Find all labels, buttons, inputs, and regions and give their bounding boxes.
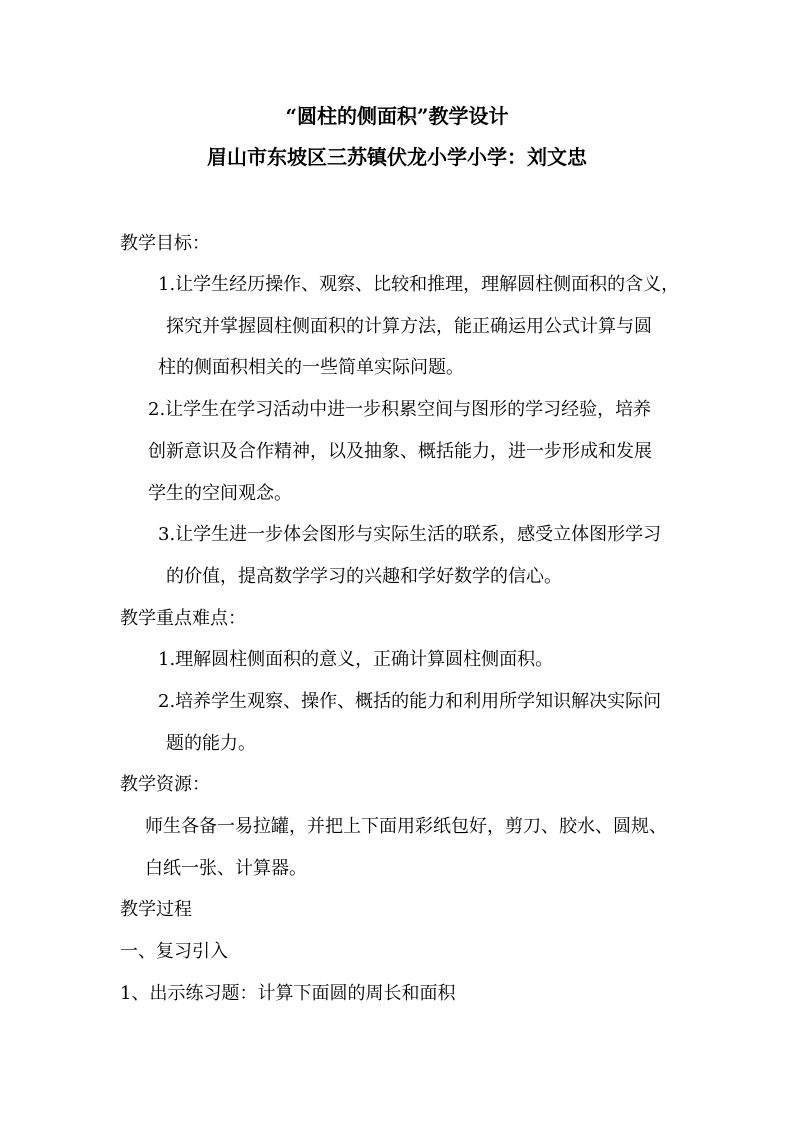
- document-title: “圆柱的侧面积”教学设计: [285, 104, 509, 128]
- process-heading: 教学过程: [120, 899, 192, 920]
- objective-3-line-2: 的价值，提高数学学习的兴趣和学好数学的信心。: [166, 566, 562, 587]
- objective-2-line-1: 2.让学生在学习活动中进一步积累空间与图形的学习经验，培养: [148, 399, 652, 420]
- process-item-1: 1、出示练习题：计算下面圆的周长和面积: [120, 983, 456, 1004]
- key-point-2-line-1: 2.培养学生观察、操作、概括的能力和利用所学知识解决实际问: [158, 691, 662, 712]
- objective-3-line-1: 3.让学生进一步体会图形与实际生活的联系，感受立体图形学习: [158, 524, 662, 545]
- resources-line-2: 白纸一张、计算器。: [145, 858, 307, 879]
- objectives-heading: 教学目标：: [120, 233, 210, 254]
- objective-2-line-3: 学生的空间观念。: [148, 483, 292, 504]
- process-step-1: 一、复习引入: [120, 941, 228, 962]
- objective-2-line-2: 创新意识及合作精神，以及抽象、概括能力，进一步形成和发展: [148, 441, 652, 462]
- resources-line-1: 师生各备一易拉罐，并把上下面用彩纸包好，剪刀、胶水、圆规、: [145, 816, 667, 837]
- author-line: 眉山市东坡区三苏镇伏龙小学小学：刘文忠: [207, 145, 587, 169]
- objective-1-line-1: 1.让学生经历操作、观察、比较和推理，理解圆柱侧面积的含义，: [158, 274, 680, 295]
- key-point-2-line-2: 题的能力。: [166, 733, 256, 754]
- key-point-1: 1.理解圆柱侧面积的意义，正确计算圆柱侧面积。: [158, 649, 554, 670]
- objective-1-line-2: 探究并掌握圆柱侧面积的计算方法，能正确运用公式计算与圆: [166, 316, 652, 337]
- key-points-heading: 教学重点难点：: [120, 608, 246, 629]
- objective-1-line-3: 柱的侧面积相关的一些简单实际问题。: [158, 357, 464, 378]
- resources-heading: 教学资源：: [120, 774, 210, 795]
